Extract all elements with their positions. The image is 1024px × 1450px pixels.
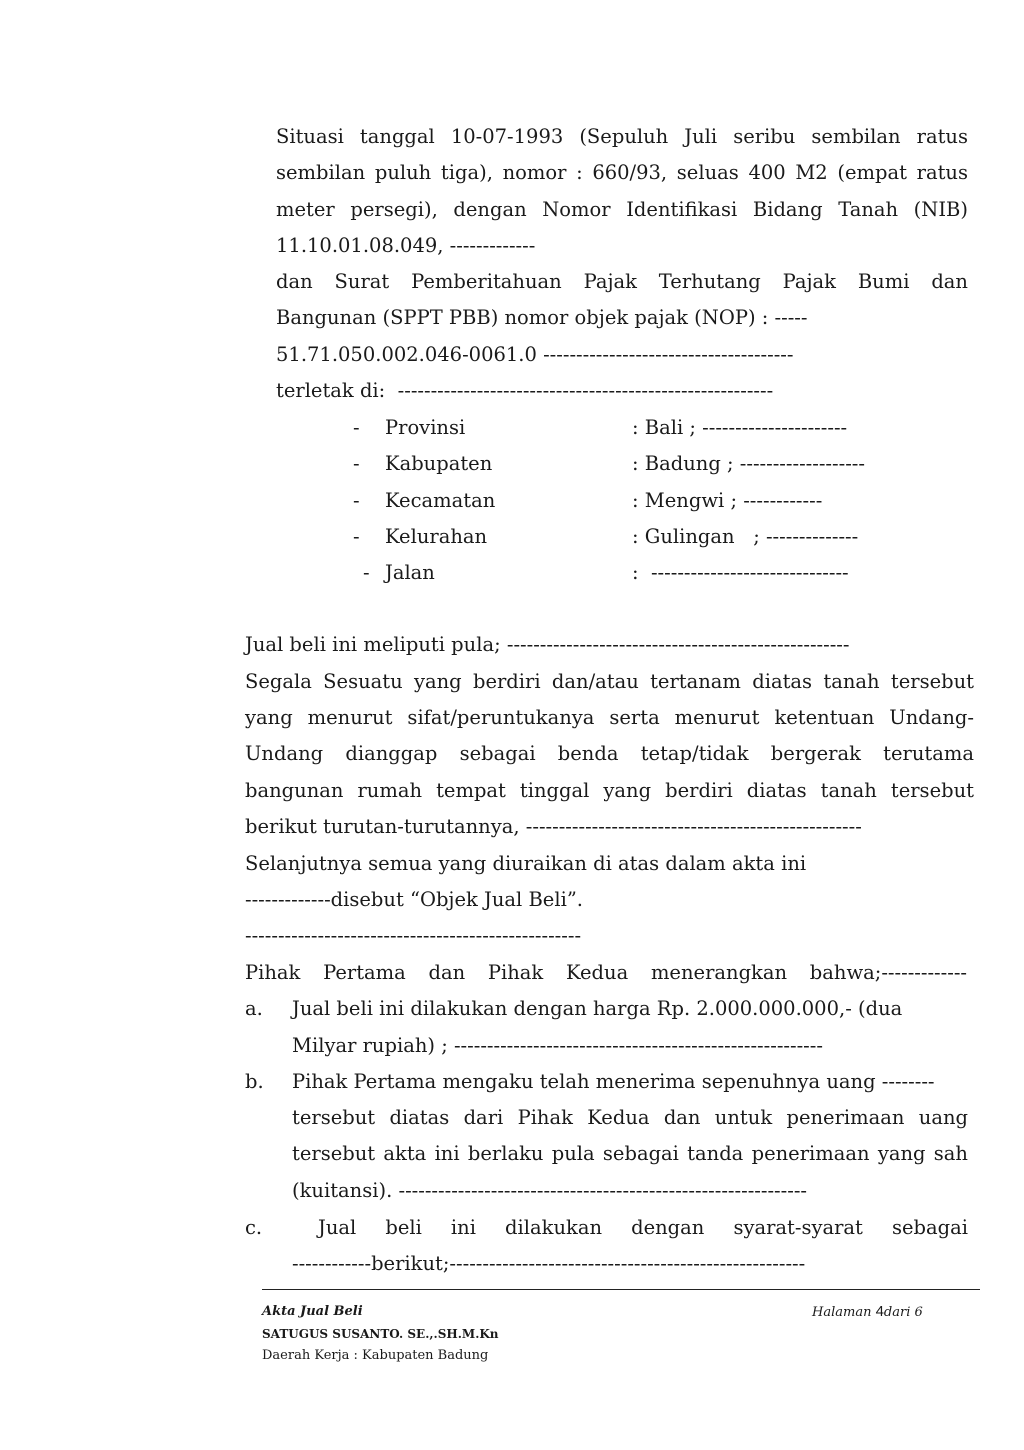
text-line: Pihak Pertama mengaku telah menerima sepenuhnya uang -------- — [292, 1070, 935, 1093]
text-line: Segala Sesuatu yang berdiri dan/atau tertanam diatas tanah tersebut — [245, 670, 974, 693]
footer-notary-name: SATUGUS SUSANTO. SE.,.SH.M.Kn — [262, 1327, 499, 1341]
list-marker: b. — [245, 1070, 264, 1093]
text-line: -------------disebut “Objek Jual Beli”. — [245, 888, 583, 911]
text-line: Milyar rupiah) ; -------------------------------------------------------- — [292, 1034, 823, 1057]
location-label: Kelurahan — [385, 525, 488, 548]
list-dash: - — [353, 416, 360, 439]
text-line: (kuitansi). -------------------------------------------------------------- — [292, 1179, 807, 1202]
location-value: : Mengwi ; ------------ — [632, 489, 823, 512]
text-line: tersebut akta ini berlaku pula sebagai tanda penerimaan yang sah — [292, 1142, 968, 1165]
list-dash: - — [363, 561, 370, 584]
footer-divider — [262, 1289, 980, 1290]
text-line: Situasi tanggal 10-07-1993 (Sepuluh Juli seribu sembilan ratus — [276, 125, 968, 148]
location-label: Kabupaten — [385, 452, 493, 475]
list-marker: a. — [245, 997, 263, 1020]
location-label: Jalan — [385, 561, 435, 584]
text-line: tersebut diatas dari Pihak Kedua dan untuk penerimaan uang — [292, 1106, 968, 1129]
text-line: berikut turutan-turutannya, --------------------------------------------------- — [245, 815, 862, 838]
list-dash: - — [353, 489, 360, 512]
location-label: Kecamatan — [385, 489, 496, 512]
location-value: : Gulingan ; -------------- — [632, 525, 859, 548]
text-line: yang menurut sifat/peruntukanya serta menurut ketentuan Undang- — [245, 706, 974, 729]
text-line: dan Surat Pemberitahuan Pajak Terhutang Pajak Bumi dan — [276, 270, 968, 293]
text-line: bangunan rumah tempat tinggal yang berdiri diatas tanah tersebut — [245, 779, 974, 802]
text-line: Jual beli ini dilakukan dengan syarat-syarat sebagai — [318, 1216, 968, 1239]
list-dash: - — [353, 452, 360, 475]
text-line: Undang dianggap sebagai benda tetap/tidak bergerak terutama — [245, 742, 974, 765]
text-line: Selanjutnya semua yang diuraikan di atas dalam akta ini — [245, 852, 807, 875]
location-value: : Bali ; ---------------------- — [632, 416, 848, 439]
text-line: terletak di: --------------------------------------------------------- — [276, 379, 774, 402]
text-line: Bangunan (SPPT PBB) nomor objek pajak (NOP) : ----- — [276, 306, 808, 329]
footer-doc-title: Akta Jual Beli — [262, 1304, 363, 1319]
location-label: Provinsi — [385, 416, 466, 439]
list-dash: - — [353, 525, 360, 548]
text-line: --------------------------------------------------- — [245, 924, 582, 947]
list-marker: c. — [245, 1216, 263, 1239]
location-value: : ------------------------------ — [632, 561, 849, 584]
footer-work-area: Daerah Kerja : Kabupaten Badung — [262, 1348, 489, 1363]
location-value: : Badung ; ------------------- — [632, 452, 865, 475]
text-line: Pihak Pertama dan Pihak Kedua menerangkan bahwa;------------- — [245, 961, 967, 984]
text-line: sembilan puluh tiga), nomor : 660/93, seluas 400 M2 (empat ratus — [276, 161, 968, 184]
text-line: meter persegi), dengan Nomor Identifikasi Bidang Tanah (NIB) — [276, 198, 968, 221]
text-line: 51.71.050.002.046-0061.0 -------------------------------------- — [276, 343, 794, 366]
text-line: ------------berikut;------------------------------------------------------ — [292, 1252, 806, 1275]
text-line: Jual beli ini dilakukan dengan harga Rp. 2.000.000.000,- (dua — [292, 997, 903, 1020]
footer-page-number: Halaman 4dari 6 — [812, 1303, 923, 1320]
text-line: 11.10.01.08.049, ------------- — [276, 234, 536, 257]
text-line: Jual beli ini meliputi pula; ---------------------------------------------------- — [245, 633, 850, 656]
